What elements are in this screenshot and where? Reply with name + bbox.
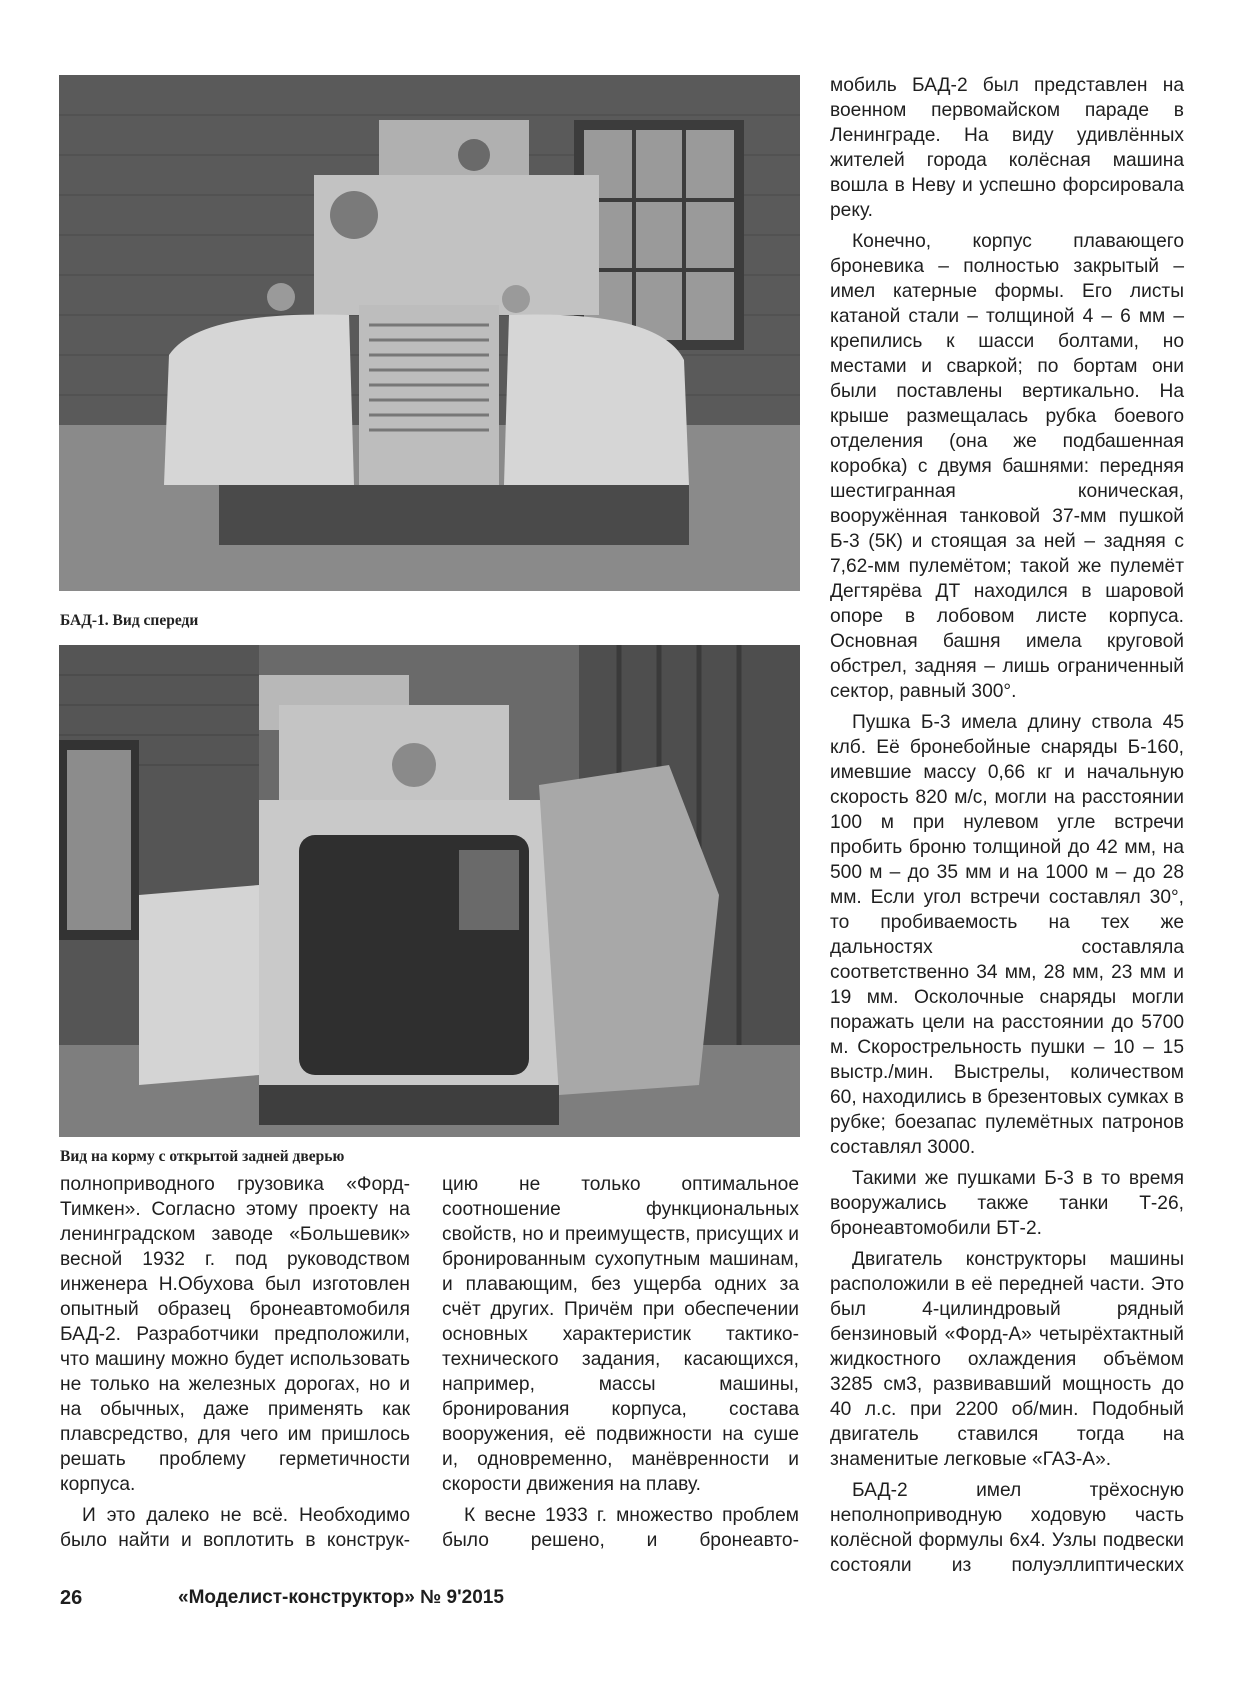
paragraph: И это далеко не всё. Необходимо было найти и воплотить в конструк- <box>60 1505 410 1551</box>
photo-front-caption: БАД-1. Вид спереди <box>60 612 199 629</box>
paragraph: Двигатель конструкторы машины расположили в её передней части. Это был 4-цилиндровый рядный бензиновый «Форд-А» четырёхтактный жидкостного охлаждения объёмом 3285 см3, развивавший мощность до 40 л.с. при 2200 об/мин. Подобный двигатель ставился тогда на знаменитые легковые «ГАЗ-А». <box>830 1249 1184 1470</box>
paragraph: Конечно, корпус плавающего броневика – полностью закрытый – имел катерные формы. Его листы катаной стали – толщиной 4 – 6 мм – крепились к шасси болтами, но местами и сваркой; по бортам они были поставлены вертикально. На крыше размещалась рубка боевого отделения (она же подбашенная коробка) с двумя башнями: передняя шестигранная коническая, вооружённая танковой 37-мм пушкой Б-3 (5К) и стоящая за ней – задняя с 7,62-мм пулемётом; такой же пулемёт Дегтярёва ДТ находился в шаровой опоре в лобовом листе корпуса. Основная башня имела круговой обстрел, задняя – лишь ограниченный сектор, равный 300°. <box>830 231 1184 702</box>
paragraph: К весне 1933 г. множество проблем было решено, и бронеавто- <box>442 1505 799 1551</box>
magazine-issue: «Моделист-конструктор» № 9'2015 <box>178 1587 504 1608</box>
paragraph: БАД-2 имел трёхосную неполноприводную ходовую часть колёсной формулы 6х4. Узлы подвески состояли из полуэллиптических <box>830 1480 1184 1576</box>
paragraph: Пушка Б-3 имела длину ствола 45 клб. Её бронебойные снаряды Б-160, имевшие массу 0,66 кг и начальную скорость 820 м/с, могли на расстоянии 100 м при нулевом угле встречи пробить броню толщиной до 42 мм, на 500 м – до 35 мм и на 1000 м – до 28 мм. Если угол встречи составлял 30°, то пробиваемость на тех же дальностях составляла соответственно 34 мм, 28 мм, 23 мм и 19 мм. Осколочные снаряды могли поражать цели на расстоянии до 5700 м. Скорострельность пушки – 10 – 15 выстр./мин. Выстрелы, количеством 60, находились в брезентовых сумках в рубке; боезапас пулемётных патронов составлял 3000. <box>830 712 1184 1158</box>
paragraph: полноприводного грузовика «Форд-Тимкен». Согласно этому проекту на ленинградском заводе «Большевик» весной 1932 г. под руководством инженера Н.Обухова был изготовлен опытный образец бронеавтомобиля БАД-2. Разработчики предположили, что машину можно будет использовать не только на железных дорогах, но и на обычных, даже применять как плавсредство, для чего им пришлось решать проблему герметичности корпуса. <box>60 1174 410 1495</box>
article-middle-column <box>442 1172 799 1553</box>
page-number: 26 <box>60 1587 83 1609</box>
paragraph: Такими же пушками Б-3 в то время вооружались также танки Т-26, бронеавтомобили БТ-2. <box>830 1168 1184 1239</box>
paragraph: мобиль БАД-2 был представлен на военном первомайском параде в Ленинграде. На виду удивлённых жителей города колёсная машина вошла в Неву и успешно форсировала реку. <box>830 75 1184 221</box>
photo-rear-view <box>59 645 800 1137</box>
article-right-column <box>830 73 1184 1578</box>
photo-front-view <box>59 75 800 591</box>
article-left-column <box>60 1172 410 1553</box>
paragraph: цию не только оптимальное соотношение функциональных свойств, но и преимуществ, присущих и бронированным сухопутным машинам, и плавающим, без ущерба одних за счёт других. Причём при обеспечении основных характеристик тактико-технического задания, касающихся, например, массы машины, бронирования корпуса, состава вооружения, её подвижности на суше и, одновременно, манёвренности и скорости движения на плаву. <box>442 1174 799 1495</box>
photo-rear-caption: Вид на корму с открытой задней дверью <box>60 1148 345 1165</box>
